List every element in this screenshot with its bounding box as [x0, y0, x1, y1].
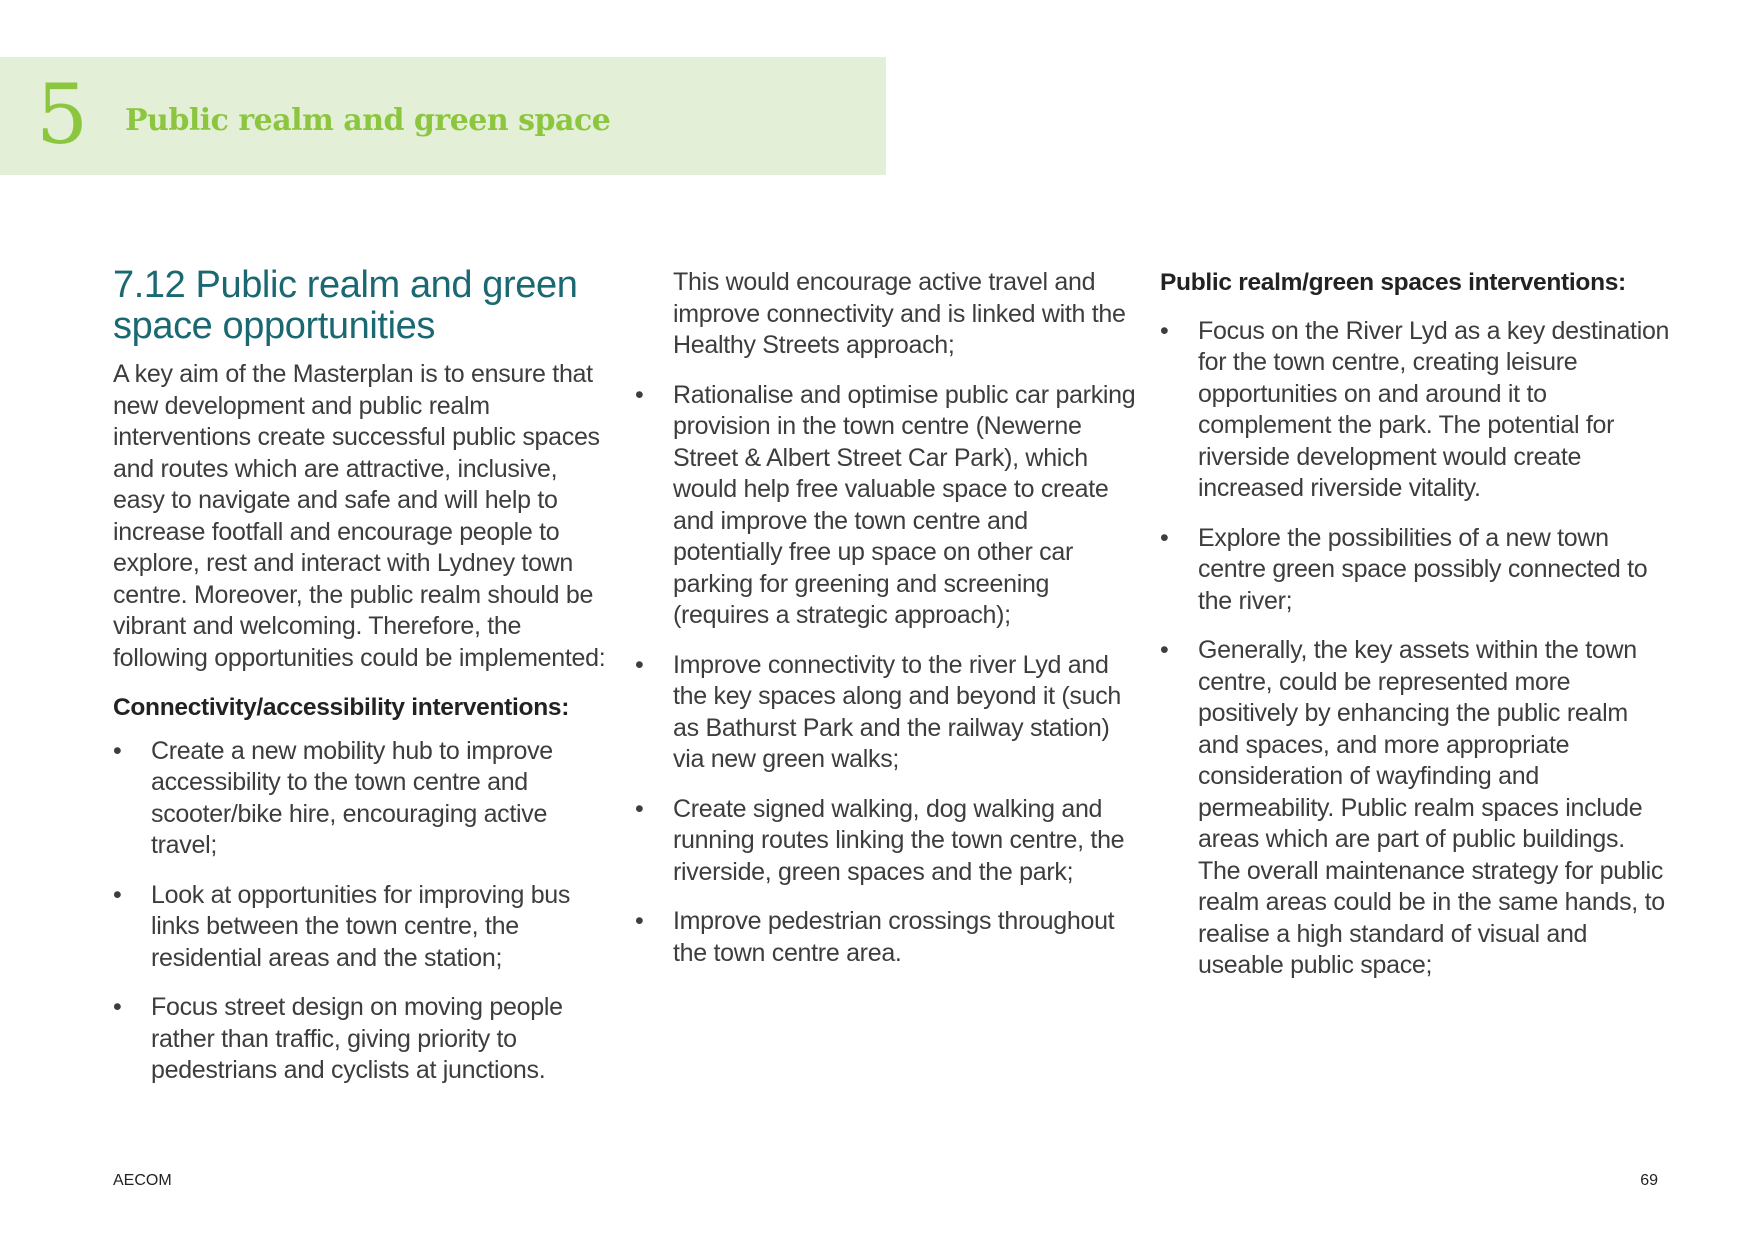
bullet-icon: •: [1160, 523, 1169, 552]
list-item: [113, 736, 613, 862]
list-item: [113, 880, 613, 975]
column-middle: [635, 267, 1140, 987]
connectivity-list: [113, 736, 613, 1087]
list-item: [635, 380, 1140, 632]
green-spaces-list: [1160, 316, 1670, 982]
bullet-icon: •: [1160, 636, 1169, 664]
green-spaces-heading: Public realm/green spaces interventions:: [1160, 269, 1626, 296]
connectivity-list-continued: [635, 380, 1140, 970]
list-item-text: Focus street design on moving people rather than traffic, giving priority to pedestrians and cyclists at junctions.: [151, 993, 563, 1084]
list-item-text: Rationalise and optimise public car parking provision in the town centre (Newerne Street & Albert Street Car Park), which would help free valuable space to create and improve the town centre and potentially free up space on other car parking for greening and screening (requires a strategic approach);: [673, 380, 1136, 629]
bullet-icon: •: [113, 993, 122, 1021]
list-item-text: Create signed walking, dog walking and running routes linking the town centre, the riverside, green spaces and the park;: [673, 794, 1125, 886]
section-heading: 7.12 Public realm and green space opportunities: [113, 264, 578, 347]
bullet-icon: •: [113, 880, 122, 909]
list-item-text: Explore the possibilities of a new town centre green space possibly connected to the river;: [1198, 523, 1648, 615]
footer-company: AECOM: [113, 1172, 172, 1189]
page-number: 69: [1640, 1172, 1658, 1189]
list-item: [635, 650, 1140, 776]
column-left: [113, 265, 613, 1105]
chapter-number: 5: [36, 68, 89, 163]
list-item-text: Focus on the River Lyd as a key destination for the town centre, creating leisure opportunities on and around it to complement the park. The potential for riverside development would create increased riverside vitality.: [1198, 316, 1670, 502]
bullet-icon: •: [635, 380, 644, 409]
intro-paragraph: A key aim of the Masterplan is to ensure that new development and public realm interventions create successful public spaces and routes which are attractive, inclusive, easy to navigate and safe and will help to increase footfall and encourage people to explore, rest and interact with Lydney town centre. Moreover, the public realm should be vibrant and welcoming. Therefore, the following opportunities could be implemented:: [113, 360, 606, 672]
list-item-text: Improve pedestrian crossings throughout the town centre area.: [673, 907, 1115, 967]
bullet-icon: •: [113, 736, 122, 765]
list-item-text: Look at opportunities for improving bus links between the town centre, the residential areas and the station;: [151, 880, 571, 972]
list-item: [635, 906, 1140, 969]
chapter-title: Public realm and green space: [125, 103, 611, 138]
connectivity-heading: Connectivity/accessibility interventions:: [113, 694, 570, 721]
column-right: [1160, 267, 1670, 1000]
bullet-icon: •: [635, 907, 644, 935]
list-item: [1160, 523, 1670, 618]
list-item: [1160, 635, 1670, 982]
bullet-icon: •: [1160, 316, 1169, 345]
list-item-text: Create a new mobility hub to improve accessibility to the town centre and scooter/bike hire, encouraging active travel;: [151, 736, 553, 859]
list-item: [113, 992, 613, 1087]
bullet-icon: •: [635, 794, 644, 823]
list-item: [635, 794, 1140, 889]
list-item-text: Generally, the key assets within the town centre, could be represented more positively by enhancing the public realm and spaces, and more appropriate consideration of wayfinding and permeability. Public realm spaces include areas which are part of public buildings. The overall maintenance strategy for public realm areas could be in the same hands, to realise a high standard of visual and useable public space;: [1198, 636, 1665, 979]
continuation-text: This would encourage active travel and improve connectivity and is linked with the Healthy Streets approach;: [673, 268, 1126, 359]
bullet-icon: •: [635, 650, 644, 679]
list-item: [1160, 316, 1670, 505]
list-item-text: Improve connectivity to the river Lyd and the key spaces along and beyond it (such as Bathurst Park and the railway station) via new green walks;: [673, 650, 1122, 773]
